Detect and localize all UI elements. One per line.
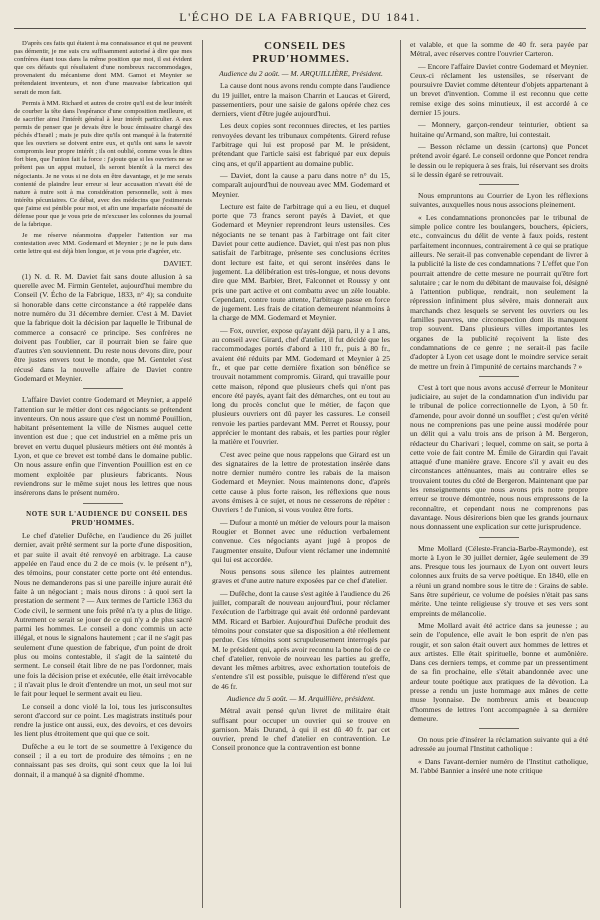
separator [479, 376, 519, 377]
hearing-date: Audience du 5 août. — M. Arquillière, président. [227, 694, 375, 703]
article-paragraph: Lecture est faite de l'arbitrage qui a eu lieu, et duquel porte que 73 francs seront payés à Daviet, et que Godemard et Meynier reprendront leurs ustensiles. Ces négociants ne se tenant pas à l'arbitrage ont fait citer Daviet pour cette audience. Daviet, qui n'est pas non plus satisfait de l'arbitrage, présente ses conclusions écrites dont lecture est faite, et qui seront insérées dans le jugement. La délibération est très-longue, et nous devons dire que MM. Barbier, Bret, Falconnet et Roussy y ont pris une part active et ont combattu avec un zèle louable. Cependant, contre toute attente, l'arbitrage passe en force de jugement. Les frais de citation demeurent néanmoins à la charge de MM. Godemard et Meynier. [212, 201, 390, 323]
separator [479, 728, 519, 729]
letter-signature: DAVIET. [163, 259, 192, 269]
article-paragraph: Dufêche a eu le tort de se soumettre à l'exigence du conseil ; il a eu tort de produire des témoins ; en ne connaissant pas ses droits, qui sont ceux que la loi lui donnait, il a manqué à sa dignité d'homme. [14, 741, 192, 779]
article-paragraph: — Monnery, garçon-rendeur teinturier, obtient sa huitaine qu'Armand, son maître, lui contestait. [410, 120, 588, 139]
letter-paragraph: D'après ces faits qui étaient à ma connaissance et qui ne peuvent pas démentir, je me suis cru suffisamment autorisé à dire que mes confrères étant tous dans la même position que moi, il est évident que ces défauts qui résultaient d'une nombreux raccommodages, provenaient du mécanisme dont MM. Gamot et Meynier se prétendaient inventeurs, et non d'une mauvaise fabrication qui serait de mon fait. [14, 40, 192, 96]
article-paragraph: C'est avec peine que nous rappelons que Girard est un des signataires de la lettre de protestation insérée dans notre dernier numéro contre les rabais de la maison Godemard et Meynier. Nous maintenons donc, d'après cette cause à plus forte raison, les réflexions que nous avons émises à ce sujet, et nous ne cesserons de répéter : Ouvriers ! de l'union, si vous voulez être forts. [212, 449, 390, 515]
column-left [14, 40, 192, 908]
article-paragraph: L'affaire Daviet contre Godemard et Meynier, a appelé l'attention sur le métier dont ces négociants se prétendent inventeurs. On nous assure que c'est un nommé Pouillion, habitant présentement la ville de Nismes auquel cette invention est due ; que cet industriel en a même pris un brevet en vertu duquel plusieurs métiers ont été montés à Lyon, et que ce brevet est tombé dans le domaine public. On nous assure enfin que l'invention Pouillion est en ce moment exploitée par plusieurs fabricants. Nous reviendrons sur le même sujet nous les lettres que nous insérerons dans le présent numéro. [14, 395, 192, 498]
editor-note: (1) N. d. R. M. Daviet fait sans doute allusion à sa querelle avec M. Firmin Gentelet, aujourd'hui membre du Conseil (V. Écho de la Fabrique, 1833, n° 4); sa conduite si honorable dans cette circonstance a été rappelée dans notre numéro du 31 décembre dernier. C'est à M. Daviet que la fabrique doit la décision par laquelle le Tribunal de commerce a consacré ce principe. Ses confrères ne doivent pas l'oublier, car il pourrait bien se faire que d'autres s'en souviennent. Du reste nous devons dire, pour être justes envers tout le monde, que M. Gentelet s'est récusé dans la nouvelle affaire de Daviet contre Godemard et Meynier. [14, 271, 192, 383]
article-paragraph: Les deux copies sont reconnues directes, et les parties renvoyées devant les tribunaux compétents. Girerd refuse l'arbitrage qui lui est proposé par M. le président, prétendant que l'article saisi est fabriqué par eux depuis cinq ans, et qu'il appartient au domaine public. [212, 121, 390, 168]
hearing-date: Audience du 2 août. — M. ARQUILLIÈRE, Président. [219, 69, 383, 78]
article-paragraph: — Dufêche, dont la cause s'est agitée à l'audience du 26 juillet, comparaît de nouveau aujourd'hui, pour réclamer l'exécution de l'arbitrage qui avait été ordonné pardevant MM. Ricard et Barbier. Aujourd'hui Dufêche produit des témoins pour constater que sa disposition a été réellement perdue. Ces témoins sont scrupuleusement interrogés par M. le président qui, après avoir reconnu la bonne foi de ce chef d'atelier, renvoie de nouveau les parties au greffe, devant les mêmes arbitres, avec exhortation toutefois de s'entendre s'il est possible, puisque le différend n'est que de 46 fr. [212, 588, 390, 691]
separator [479, 537, 519, 538]
article-paragraph: On nous prie d'insérer la réclamation suivante qui a été adressée au journal l'Institut catholique : [410, 735, 588, 754]
article-paragraph: Le conseil a donc violé la loi, tous les jurisconsultes seront d'accord sur ce point. Les magistrats institués pour rendre la justice ont aussi, eux, des devoirs, et ces devoirs les lient plus étroitement que qui que ce soit. [14, 701, 192, 739]
quoted-paragraph: « Dans l'avant-dernier numéro de l'Institut catholique, M. l'abbé Bannier a inséré une note critique [410, 756, 588, 776]
article-paragraph: Mme Mollard (Céleste-Francia-Barbe-Raymonde), est morte à Lyon le 30 juillet dernier, âgée seulement de 39 ans. Presque tous les journaux de Lyon ont ouvert leurs colonnes aux fruits de sa verve poétique. En 1840, elle en a réuni un grand nombre sous le titre de : Grains de sable. Sans être supérieur, ce volume de poésies n'était pas sans mérite. Une teinte religieuse s'y trouve et ses vers sont empreints de mélancolie. [410, 543, 588, 618]
article-paragraph: Le chef d'atelier Dufêche, en l'audience du 26 juillet dernier, avait prêté serment sur la porte d'une disposition, et par suite il avait été renvoyé en arbitrage. La cause appelée en l'aud ence du 2 de ce mois (v. le présent n°), des témoins, pour constater cette porte ont été entendus. Nous ne demanderons pas si une pareille injure aurait été faite à un négociant ; mais nous dirons : à quoi sert la prestation de serment ? — Aux termes de l'article 1363 du Code civil, le serment une fois prêté n'a ty a plus de litige. Autrement ce serait se jouer de ce qui n'y a de plus sacré parmi les hommes. Le conseil a donc commis un acte illégal, et nous le signalons hautement ; car il ne s'agit pas seulement d'une question de fabrique, d'un point de droit plus ou moins contestable, il s'agit de la sainteté du serment. Le conseil était libre de ne pas l'ordonner, mais une fois la décision prise et exécutée, elle était irrévocable ; il n'avait plus le droit d'entendre un mot, un seul mot sur le fait pour lequel le serment avait eu lieu. [14, 531, 192, 699]
article-paragraph: — Besson réclame un dessin (cartons) que Poncet prétend avoir égaré. Le conseil ordonne que Poncet rendra le dessin ou le repiquera à ses frais, lui réservant ses droits si le dessin égaré se retrouvait. [410, 141, 588, 179]
separator [83, 503, 123, 504]
section-heading: CONSEIL DES PRUD'HOMMES. [252, 40, 350, 65]
article-paragraph: Métral avait pensé qu'un livret de militaire était suffisant pour occuper un ouvrier qui se trouve en garnison. Mais Durand, à qui il est dû 40 fr. par cet ouvrier, prend le chef d'atelier en contravention. Le Conseil prononce que la contravention est bonne [212, 706, 390, 753]
letter-paragraph: Je me réserve néanmoins d'appeler l'attention sur ma contestation avec MM. Godemard et Meynier ; je ne le puis dans cette lettre qui est déjà bien longue, et je vous prie d'agréer, etc. [14, 232, 192, 256]
header-rule [14, 28, 586, 29]
column-right [410, 40, 588, 908]
separator [83, 388, 123, 389]
article-paragraph: La cause dont nous avons rendu compte dans l'audience du 19 juillet, entre la maison Charrin et Laucas et Girerd, passementiers, pour une saisie de galons opérée chez ces derniers, vient d'être jugée aujourd'hui. [212, 81, 390, 119]
letter-paragraph: Permis à MM. Richard et autres de croire qu'il est de leur intérêt de courber la tête dans l'espérance d'une composition meilleure, et de sacrifier ainsi l'intérêt général à leur intérêt particulier. A eux permis de penser que je devais être le bouc émissaire chargé des péchés d'Israël ; mais je puis dire qu'ils ont manqué à la fraternité que les ouvriers se doivent entre eux, et qu'ils ont sans le savoir compromis leur propre intérêt ; ils ont oublié, comme vous le dites fort bien, que l'union fait la force : j'ajoute que si les ouvriers ne se prêtent pas un appui mutuel, ils seront bientôt à la merci des négociants. Je ne vous si ne dois en être davantage, et je me serais contenté de plaindre leur erreur si leur accusation n'avait été de nature à nuire soit à ma considération personnelle, soit à mes intérêts pécuniaires. Ce débat, avec des médecins que j'estimerais que j'aime est pénible pour moi, et afin une imparfaite nécessité de défense pour que je vous prie de m'excuser les colonnes du journal de la fabrique. [14, 99, 192, 229]
article-paragraph: Nous pensons sous silence les plaintes autrement graves et d'une autre nature exposées par ce chef d'atelier. [212, 567, 390, 586]
quoted-paragraph: « Les condamnations prononcées par le tribunal de simple police contre les boulangers, bouchers, épiciers, etc., convaincus du délit de vente à faux poids, restent parfaitement inconnues, contrairement à ce qui se pratique ailleurs. Ne serait-il pas convenable cependant de livrer à la publicité la liste de ces condamnations ? L'effet que l'on pourrait attendre de cette mesure ne pourrait qu'être fort salutaire ; car le nom du débitant de mauvaise foi, désigné à l'attention publique, rendrait, non seulement la répression infiniment plus sévère, mais donnerait aux marchands chez lesquels se servent les ouvriers ou les familles pauvres, une circonspection dont ils manquent trop souvent. Dans plusieurs villes importantes les organes de la publicité reçoivent la liste des condamnations de ce genre ; ne serait-il pas facile d'adopter à Lyon cet usage dont le moindre service serait de mettre un frein à l'impunité de certains marchands ? » [410, 212, 588, 371]
column-divider [202, 40, 203, 908]
article-paragraph: — Daviet, dont la cause a paru dans notre n° du 15, comparaît aujourd'hui de nouveau avec MM. Godemard et Meynier. [212, 170, 390, 199]
article-paragraph: — Dufour a monté un métier de velours pour la maison Rougier et Bonnet avec une réduction verbalement convenue. Ces négociants ayant jugé à propos de l'augmenter ensuite, Dufour vient réclamer une indemnité qui lui est accordée. [212, 517, 390, 564]
running-header: L'ÉCHO DE LA FABRIQUE, DU 1841. [179, 10, 421, 24]
article-paragraph: Mme Mollard avait été actrice dans sa jeunesse ; au sein de l'opulence, elle avait le bon esprit de n'en pas rougir, et son salon était ouvert aux hommes de lettres et aux artistes. Elle était spirituelle, bonne et aumônière. Dans ces derniers temps, et comme par un pressentiment de sa fin prochaine, elle s'était abandonnée avec une ardeur toute poétique aux pratiques de la dévotion. La presse a rendu un juste hommage aux mânes de cette muse lyonnaise. De nombreux amis et beaucoup d'hommes de lettres l'ont accompagnée à sa dernière demeure. [410, 620, 588, 723]
column-middle [212, 40, 390, 908]
article-paragraph: Nous empruntons au Courrier de Lyon les réflexions suivantes, auxquelles nous nous associons pleinement. [410, 191, 588, 210]
separator [479, 184, 519, 185]
section-subheading: NOTE SUR L'AUDIENCE DU CONSEIL DES PRUD'HOMMES. [26, 509, 188, 527]
article-paragraph: — Encore l'affaire Daviet contre Godemard et Meynier. Ceux-ci réclament les ustensiles, se réservant de poursuivre Daviet comme détenteur d'objets appartenant à un brevet d'invention. Comme il est reconnu que cette remise exige des soins minutieux, il est accordé à ce dernier 15 jours. [410, 61, 588, 118]
column-divider [400, 40, 401, 908]
article-paragraph: et valable, et que la somme de 40 fr. sera payée par Métral, avec réserves contre l'ouvrier Carteron. [410, 40, 588, 59]
article-paragraph: — Fox, ouvrier, expose qu'ayant déjà paru, il y a 1 ans, au conseil avec Girard, chef d'atelier, il fut décidé que les raccommodages portés d'abord à 110 fr., puis à 80 fr., avaient été réduits par MM. Godemard et Meynier à 25 fr., et que par cette dernière fixation son bénéfice se trouvait notamment compromis. Girard, qui travaille pour cette maison, répond que plusieurs chefs qui n'ont pas encore été payés, ayant fait des démarches, ont eu tout au long du procès conclut que le métier, de façon que plusieurs ouvriers ont dû payer les cassures. Le conseil renvoie les parties pardevant MM. Perret et Roussy, pour apprécier le montant des rabais, et les parties pour régler la matière et l'ouvrier. [212, 325, 390, 447]
article-paragraph: C'est à tort que nous avons accusé d'erreur le Moniteur judiciaire, au sujet de la condamnation d'un individu par le tribunal de police correctionnelle de Lyon, à 50 fr. d'amende, pour avoir donné un soufflet ; c'est qu'en vérité nous ne comprenions pas une peine aussi modérée pour un délit qui a valu trois ans de prison à M. Bergeron, rédacteur du Charivari ; lequel, comme on sait, se porta à cette voie de fait contre M. Émile de Girardin qui l'avait attaqué d'une manière grave. Encore s'il y avait eu des circonstances atténuantes, mais au contraire elles se trouvaient toutes du côté de Bergeron. Maintenant que par les renseignements que nous avons pris notre propre erreur se trouve démontrée, nous nous empressons de la reconnaître, et cependant nous ne comprenons pas davantage. Nous désirerions bien que les grands journaux nous donnassent une explication sur cette jurisprudence. [410, 382, 588, 532]
